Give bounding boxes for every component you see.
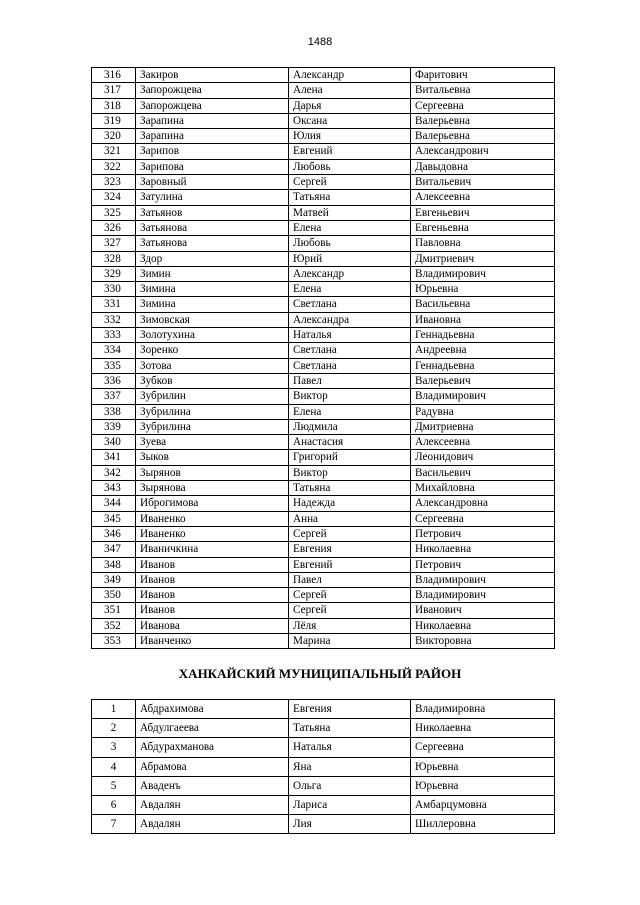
- patronymic-cell: Викторовна: [411, 633, 555, 648]
- table-row: [92, 175, 555, 190]
- table-row: [92, 481, 555, 496]
- row-number-cell: 6: [92, 796, 136, 815]
- first-name-cell: Татьяна: [289, 190, 411, 205]
- table-row: [92, 776, 555, 795]
- surname-cell: Зубрилин: [136, 389, 289, 404]
- row-number-cell: 341: [92, 450, 136, 465]
- row-number-cell: 348: [92, 557, 136, 572]
- table-row: [92, 282, 555, 297]
- first-name-cell: Сергей: [289, 175, 411, 190]
- patronymic-cell: Владимирович: [411, 588, 555, 603]
- table-row: [92, 435, 555, 450]
- first-name-cell: Светлана: [289, 297, 411, 312]
- first-name-cell: Лия: [289, 815, 411, 834]
- row-number-cell: 328: [92, 251, 136, 266]
- patronymic-cell: Юрьевна: [411, 776, 555, 795]
- patronymic-cell: Валерьевна: [411, 129, 555, 144]
- table-row: [92, 68, 555, 83]
- patronymic-cell: Фаритович: [411, 68, 555, 83]
- surname-cell: Абдрахимова: [136, 700, 289, 719]
- surname-cell: Зыков: [136, 450, 289, 465]
- first-name-cell: Павел: [289, 572, 411, 587]
- table-row: [92, 603, 555, 618]
- page-number: 1488: [307, 36, 333, 48]
- first-name-cell: Любовь: [289, 159, 411, 174]
- patronymic-cell: Владимирович: [411, 572, 555, 587]
- row-number-cell: 319: [92, 113, 136, 128]
- row-number-cell: 316: [92, 68, 136, 83]
- surname-cell: Зуева: [136, 435, 289, 450]
- table-row: [92, 83, 555, 98]
- row-number-cell: 332: [92, 312, 136, 327]
- row-number-cell: 344: [92, 496, 136, 511]
- patronymic-cell: Радувна: [411, 404, 555, 419]
- surname-cell: Зарапина: [136, 113, 289, 128]
- patronymic-cell: Николаевна: [411, 618, 555, 633]
- first-name-cell: Марина: [289, 633, 411, 648]
- table-row: [92, 98, 555, 113]
- first-name-cell: Елена: [289, 220, 411, 235]
- table-row: [92, 572, 555, 587]
- first-name-cell: Павел: [289, 373, 411, 388]
- table-row: [92, 236, 555, 251]
- table-row: [92, 190, 555, 205]
- first-name-cell: Светлана: [289, 343, 411, 358]
- section-title: ХАНКАЙСКИЙ МУНИЦИПАЛЬНЫЙ РАЙОН: [178, 666, 462, 681]
- patronymic-cell: Александрович: [411, 144, 555, 159]
- table-row: [92, 796, 555, 815]
- surname-cell: Затьянова: [136, 220, 289, 235]
- table-row: [92, 205, 555, 220]
- patronymic-cell: Владимировна: [411, 700, 555, 719]
- row-number-cell: 330: [92, 282, 136, 297]
- first-name-cell: Евгений: [289, 557, 411, 572]
- first-name-cell: Алена: [289, 83, 411, 98]
- row-number-cell: 7: [92, 815, 136, 834]
- patronymic-cell: Евгеньевич: [411, 205, 555, 220]
- first-name-cell: Юрий: [289, 251, 411, 266]
- row-number-cell: 339: [92, 419, 136, 434]
- table-row: [92, 159, 555, 174]
- row-number-cell: 322: [92, 159, 136, 174]
- patronymic-cell: Дмитриевна: [411, 419, 555, 434]
- first-name-cell: Александр: [289, 68, 411, 83]
- surname-cell: Авдалян: [136, 796, 289, 815]
- row-number-cell: 345: [92, 511, 136, 526]
- patronymic-cell: Петрович: [411, 557, 555, 572]
- patronymic-cell: Андреевна: [411, 343, 555, 358]
- patronymic-cell: Сергеевна: [411, 98, 555, 113]
- first-name-cell: Наталья: [289, 328, 411, 343]
- patronymic-cell: Юрьевна: [411, 282, 555, 297]
- surname-cell: Здор: [136, 251, 289, 266]
- surname-cell: Зимин: [136, 266, 289, 281]
- first-name-cell: Александра: [289, 312, 411, 327]
- table-row: [92, 557, 555, 572]
- names-table-continued-body: [92, 68, 555, 649]
- row-number-cell: 350: [92, 588, 136, 603]
- surname-cell: Зубрилина: [136, 404, 289, 419]
- table-row: [92, 526, 555, 541]
- surname-cell: Золотухина: [136, 328, 289, 343]
- table-row: [92, 815, 555, 834]
- surname-cell: Иваненко: [136, 526, 289, 541]
- surname-cell: Иванов: [136, 588, 289, 603]
- row-number-cell: 3: [92, 738, 136, 757]
- surname-cell: Абрамова: [136, 757, 289, 776]
- row-number-cell: 327: [92, 236, 136, 251]
- row-number-cell: 321: [92, 144, 136, 159]
- patronymic-cell: Валерьевич: [411, 373, 555, 388]
- first-name-cell: Любовь: [289, 236, 411, 251]
- patronymic-cell: Евгеньевна: [411, 220, 555, 235]
- row-number-cell: 2: [92, 719, 136, 738]
- row-number-cell: 317: [92, 83, 136, 98]
- first-name-cell: Анна: [289, 511, 411, 526]
- surname-cell: Зимина: [136, 282, 289, 297]
- patronymic-cell: Геннадьевна: [411, 328, 555, 343]
- surname-cell: Закиров: [136, 68, 289, 83]
- patronymic-cell: Васильевич: [411, 465, 555, 480]
- row-number-cell: 325: [92, 205, 136, 220]
- patronymic-cell: Геннадьевна: [411, 358, 555, 373]
- patronymic-cell: Владимирович: [411, 266, 555, 281]
- surname-cell: Зимина: [136, 297, 289, 312]
- patronymic-cell: Михайловна: [411, 481, 555, 496]
- first-name-cell: Евгения: [289, 542, 411, 557]
- patronymic-cell: Витальевна: [411, 83, 555, 98]
- surname-cell: Запорожцева: [136, 83, 289, 98]
- row-number-cell: 343: [92, 481, 136, 496]
- surname-cell: Иванова: [136, 618, 289, 633]
- first-name-cell: Лариса: [289, 796, 411, 815]
- row-number-cell: 334: [92, 343, 136, 358]
- surname-cell: Зимовская: [136, 312, 289, 327]
- first-name-cell: Александр: [289, 266, 411, 281]
- patronymic-cell: Николаевна: [411, 719, 555, 738]
- patronymic-cell: Дмитриевич: [411, 251, 555, 266]
- row-number-cell: 323: [92, 175, 136, 190]
- surname-cell: Затьянов: [136, 205, 289, 220]
- patronymic-cell: Давыдовна: [411, 159, 555, 174]
- surname-cell: Иваненко: [136, 511, 289, 526]
- khankaisky-names-table: [91, 699, 555, 834]
- table-row: [92, 297, 555, 312]
- table-row: [92, 251, 555, 266]
- patronymic-cell: Алексеевна: [411, 435, 555, 450]
- surname-cell: Иванченко: [136, 633, 289, 648]
- patronymic-cell: Васильевна: [411, 297, 555, 312]
- patronymic-cell: Александровна: [411, 496, 555, 511]
- surname-cell: Зоренко: [136, 343, 289, 358]
- patronymic-cell: Витальевич: [411, 175, 555, 190]
- first-name-cell: Матвей: [289, 205, 411, 220]
- row-number-cell: 333: [92, 328, 136, 343]
- row-number-cell: 337: [92, 389, 136, 404]
- patronymic-cell: Юрьевна: [411, 757, 555, 776]
- table-row: [92, 738, 555, 757]
- surname-cell: Иброгимова: [136, 496, 289, 511]
- surname-cell: Аваденъ: [136, 776, 289, 795]
- table-row: [92, 389, 555, 404]
- first-name-cell: Елена: [289, 404, 411, 419]
- first-name-cell: Людмила: [289, 419, 411, 434]
- first-name-cell: Евгений: [289, 144, 411, 159]
- surname-cell: Иваничкина: [136, 542, 289, 557]
- first-name-cell: Елена: [289, 282, 411, 297]
- patronymic-cell: Алексеевна: [411, 190, 555, 205]
- surname-cell: Зубрилина: [136, 419, 289, 434]
- patronymic-cell: Валерьевна: [411, 113, 555, 128]
- names-table-continued: [91, 67, 555, 649]
- row-number-cell: 318: [92, 98, 136, 113]
- surname-cell: Иванов: [136, 557, 289, 572]
- row-number-cell: 335: [92, 358, 136, 373]
- surname-cell: Зотова: [136, 358, 289, 373]
- row-number-cell: 352: [92, 618, 136, 633]
- first-name-cell: Виктор: [289, 465, 411, 480]
- surname-cell: Зарипова: [136, 159, 289, 174]
- table-row: [92, 129, 555, 144]
- surname-cell: Авдалян: [136, 815, 289, 834]
- table-row: [92, 404, 555, 419]
- table-row: [92, 373, 555, 388]
- first-name-cell: Григорий: [289, 450, 411, 465]
- row-number-cell: 4: [92, 757, 136, 776]
- row-number-cell: 329: [92, 266, 136, 281]
- row-number-cell: 351: [92, 603, 136, 618]
- first-name-cell: Ольга: [289, 776, 411, 795]
- table-row: [92, 328, 555, 343]
- table-row: [92, 633, 555, 648]
- first-name-cell: Лёля: [289, 618, 411, 633]
- table-row: [92, 465, 555, 480]
- table-row: [92, 700, 555, 719]
- surname-cell: Абдурахманова: [136, 738, 289, 757]
- table-row: [92, 542, 555, 557]
- first-name-cell: Светлана: [289, 358, 411, 373]
- row-number-cell: 346: [92, 526, 136, 541]
- surname-cell: Иванов: [136, 603, 289, 618]
- surname-cell: Абдулгаеева: [136, 719, 289, 738]
- table-row: [92, 113, 555, 128]
- table-row: [92, 618, 555, 633]
- row-number-cell: 320: [92, 129, 136, 144]
- patronymic-cell: Иванович: [411, 603, 555, 618]
- surname-cell: Зырянова: [136, 481, 289, 496]
- surname-cell: Затьянова: [136, 236, 289, 251]
- surname-cell: Иванов: [136, 572, 289, 587]
- patronymic-cell: Павловна: [411, 236, 555, 251]
- row-number-cell: 1: [92, 700, 136, 719]
- table-row: [92, 511, 555, 526]
- surname-cell: Зарапина: [136, 129, 289, 144]
- table-row: [92, 358, 555, 373]
- patronymic-cell: Николаевна: [411, 542, 555, 557]
- table-row: [92, 144, 555, 159]
- patronymic-cell: Амбарцумовна: [411, 796, 555, 815]
- table-row: [92, 450, 555, 465]
- table-row: [92, 266, 555, 281]
- patronymic-cell: Шиллеровна: [411, 815, 555, 834]
- khankaisky-names-table-body: [92, 700, 555, 834]
- row-number-cell: 324: [92, 190, 136, 205]
- table-row: [92, 719, 555, 738]
- table-row: [92, 419, 555, 434]
- first-name-cell: Татьяна: [289, 719, 411, 738]
- row-number-cell: 326: [92, 220, 136, 235]
- table-row: [92, 220, 555, 235]
- first-name-cell: Оксана: [289, 113, 411, 128]
- patronymic-cell: Сергеевна: [411, 511, 555, 526]
- row-number-cell: 336: [92, 373, 136, 388]
- first-name-cell: Яна: [289, 757, 411, 776]
- first-name-cell: Дарья: [289, 98, 411, 113]
- first-name-cell: Татьяна: [289, 481, 411, 496]
- patronymic-cell: Владимирович: [411, 389, 555, 404]
- first-name-cell: Сергей: [289, 603, 411, 618]
- table-row: [92, 588, 555, 603]
- row-number-cell: 349: [92, 572, 136, 587]
- row-number-cell: 331: [92, 297, 136, 312]
- surname-cell: Зырянов: [136, 465, 289, 480]
- row-number-cell: 353: [92, 633, 136, 648]
- first-name-cell: Надежда: [289, 496, 411, 511]
- table-row: [92, 312, 555, 327]
- patronymic-cell: Леонидович: [411, 450, 555, 465]
- patronymic-cell: Ивановна: [411, 312, 555, 327]
- row-number-cell: 340: [92, 435, 136, 450]
- first-name-cell: Виктор: [289, 389, 411, 404]
- first-name-cell: Сергей: [289, 526, 411, 541]
- surname-cell: Затулина: [136, 190, 289, 205]
- surname-cell: Зубков: [136, 373, 289, 388]
- first-name-cell: Юлия: [289, 129, 411, 144]
- surname-cell: Заровный: [136, 175, 289, 190]
- surname-cell: Запорожцева: [136, 98, 289, 113]
- first-name-cell: Наталья: [289, 738, 411, 757]
- first-name-cell: Анастасия: [289, 435, 411, 450]
- surname-cell: Зарипов: [136, 144, 289, 159]
- table-row: [92, 496, 555, 511]
- patronymic-cell: Петрович: [411, 526, 555, 541]
- row-number-cell: 5: [92, 776, 136, 795]
- first-name-cell: Сергей: [289, 588, 411, 603]
- row-number-cell: 342: [92, 465, 136, 480]
- first-name-cell: Евгения: [289, 700, 411, 719]
- row-number-cell: 347: [92, 542, 136, 557]
- table-row: [92, 343, 555, 358]
- row-number-cell: 338: [92, 404, 136, 419]
- table-row: [92, 757, 555, 776]
- patronymic-cell: Сергеевна: [411, 738, 555, 757]
